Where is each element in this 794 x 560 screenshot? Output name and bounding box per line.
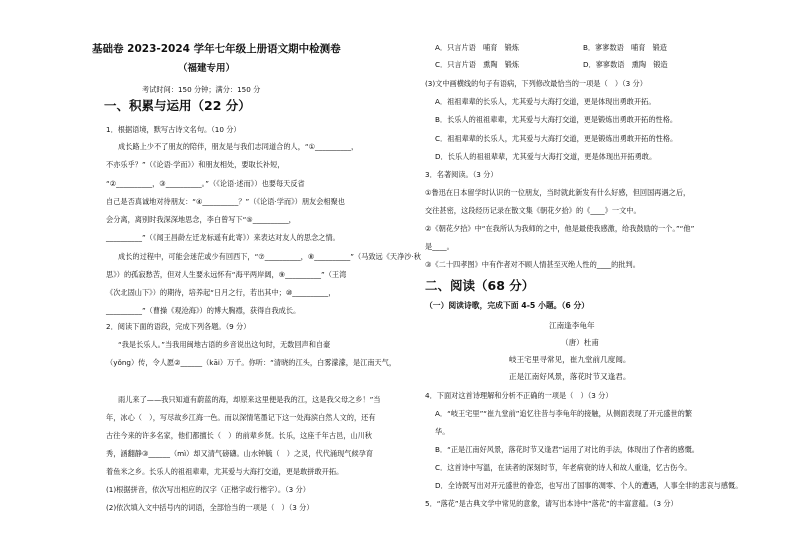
poem-line: 正是江南好风景，落花时节又逢君。 (509, 372, 631, 381)
paragraph-line: ②《朝花夕拾》中“在我所认为我师的之中，他是最使我感激，给我鼓励的一个。”“他” (425, 224, 695, 233)
sub-question-3: (3)文中画横线的句子有语病，下列修改最恰当的一项是（ ）（3 分） (425, 79, 647, 88)
section-2-heading: 二、阅读（68 分） (425, 278, 535, 293)
paragraph-line: 年，冰心（ ），写尽故乡江海一色。而以深情笔墨记下这一处海滨白然人文的，还有 (106, 413, 376, 422)
question-3: 3．名著阅读。（3 分） (425, 170, 498, 179)
paragraph-line: 雨儿来了——我只知道有蔚蓝的海，却原来这里便是我的江，这是我父母之乡！”当 (118, 395, 381, 404)
option-a: A．只言片语 哺育 锻炼 (435, 43, 519, 52)
option-c: C．只言片语 熏陶 锻炼 (435, 60, 520, 69)
question-1: 1．根据语境，默写古诗文名句。（10 分） (106, 125, 241, 134)
paragraph-line: 《次北固山下》）的期待，培养起“日月之行，若出其中；⑩__________， (106, 288, 336, 297)
exam-title: 基础卷 2023-2024 学年七年级上册语文期中检测卷 (92, 43, 341, 55)
option-c: C．这首诗中写温，在读者的深刻时节，年老病衰的诗人和故人重逢，忆古伤今。 (435, 463, 692, 472)
paragraph-line: “我是长乐人。”当我用闽地古语的乡音说出这句时，无数回声和自豪 (118, 340, 331, 349)
exam-subtitle: （福建专用） (178, 63, 236, 74)
option-b: B．“正是江南好风景，落花时节又逢君”运用了对比的手法，体现出了作者的感慨。 (435, 445, 699, 454)
exam-info: 考试时间：150 分钟；满分：150 分 (142, 85, 261, 94)
paragraph-line: 自己是否真诚地对待朋友：“④__________？”（《论语·学而》）朋友会相聚也 (106, 197, 345, 206)
paragraph-line: 成长路上少不了朋友的陪伴，朋友是与我们志同道合的人，“①__________， (118, 142, 359, 151)
paragraph-line: （yǒng）传，令人愿②______（kāi）万千。你听：“清晓的江头，白雾濛濛，是江南天气， (106, 358, 397, 367)
question-2: 2．阅读下面的语段，完成下列各题。（9 分） (106, 322, 251, 331)
question-4: 4．下面对这首诗理解和分析不正确的一项是（ ）（3 分） (425, 391, 613, 400)
poem-author: （唐）杜甫 (561, 338, 599, 347)
paragraph-line: “②__________，③__________。”（《论语·述而》）也要每天反省 (106, 179, 305, 188)
paragraph-line: 思》）的孤寂愁苦，但对人生要永远怀有“海平两岸阔，⑨__________”（王湾 (106, 270, 347, 279)
option-a: A．祖祖辈辈的长乐人，尤其爱与大海打交道，更是体现出勇敢开拓。 (435, 97, 656, 106)
paragraph-line: ③《二十四孝图》中有作者对不顾人情甚至灭绝人性的____的批判。 (425, 260, 640, 269)
paragraph-line: 不亦乐乎？”（《论语·学而》）和朋友相处，要取长补短， (106, 160, 285, 169)
paragraph-line: 会分离，离别时我深深地思念，李白曾写下“⑤__________， (106, 215, 296, 224)
option-a: A．“岐王宅里”“崔九堂前”追忆往昔与李龟年的接触，从侧面表现了开元盛世的繁 (435, 409, 693, 418)
paragraph-line: ①鲁迅在日本留学时认识的一位朋友，当时就此新发有什么好感，但回国再遇之后， (425, 188, 691, 197)
paragraph-line: __________”（曹操《观沧海》）的博大胸襟，获得自我成长。 (106, 306, 301, 315)
option-d: D．寥寥数语 熏陶 锻造 (583, 60, 668, 69)
section-1-heading: 一、积累与运用（22 分） (104, 98, 251, 113)
paragraph-line: 古往今来的许多名家，他们都擅长（ ）的前辈乡贤。长乐，这座千年古邑，山川秋 (106, 431, 372, 440)
paragraph-line: 成长的过程中，可能会迷茫或少有回西下，“⑦__________，⑧__________”（马致远《天净沙·秋 (118, 252, 421, 261)
poem-title: 江南逢李龟年 (549, 321, 595, 330)
option-a-continued: 华。 (435, 427, 450, 436)
sub-question-2: (2)依次填入文中括号内的词语，全部恰当的一项是（ ）（3 分） (106, 503, 314, 512)
option-d: D．长乐人的祖祖辈辈，尤其爱与大海打交道，更是体现出开拓勇敢。 (435, 152, 657, 161)
reading-sub-heading: （一）阅读诗歌，完成下面 4-5 小题。（6 分） (425, 301, 590, 310)
option-b: B．寥寥数语 哺育 锻造 (583, 43, 667, 52)
option-b: B．长乐人的祖祖辈辈，尤其爱与大海打交道，更是锻炼出勇敢开拓的性格。 (435, 115, 678, 124)
sub-question-1: (1)根据拼音，依次写出相应的汉字（正楷字或行楷字）。（3 分） (106, 485, 310, 494)
poem-line: 岐王宅里寻常见，崔九堂前几度闻。 (509, 355, 631, 364)
option-d: D．全诗既写出对开元盛世的眷恋，也写出了国事的凋零、个人的遭遇，人事全非的悲哀与感慨。 (435, 481, 743, 490)
option-c: C．祖祖辈辈的长乐人，尤其爱与大海打交道，更是锻炼出勇敢开拓的性格。 (435, 134, 678, 143)
paragraph-line: __________”（《闻王昌龄左迁龙标遥有此寄》）来表达对友人的思念之情。 (106, 233, 340, 242)
paragraph-line: 是____。 (425, 242, 454, 251)
paragraph-line: 秀，涵翻静③______（mì）却又清气磅礴。山水钟毓（ ）之灵，代代涌现气候孕育 (106, 449, 374, 458)
paragraph-line: 交往甚密，这段经历记录在散文集《朝花夕拾》的《____》一文中。 (425, 206, 641, 215)
question-5: 5．“落花”是古典文学中常见的意象，请写出本诗中“落花”的丰富意蕴。（3 分） (425, 499, 678, 508)
paragraph-line: 着鱼米之乡。长乐人的祖祖辈辈，尤其爱与大海打交道，更是敢拼敢开拓。 (106, 467, 344, 476)
